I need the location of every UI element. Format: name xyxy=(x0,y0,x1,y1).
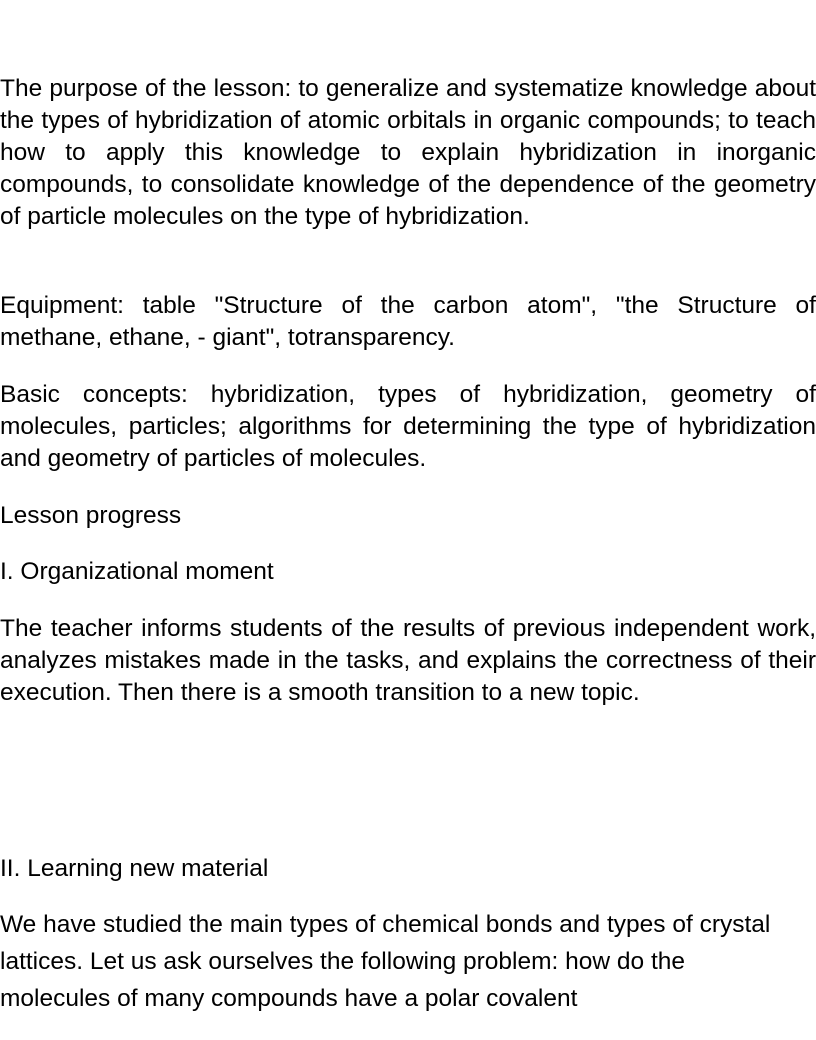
section-2-paragraph: We have studied the main types of chemical bonds and types of crystal lattices. Let us ask ourselves the following problem: how do the molecules of many compounds have a polar covalent xyxy=(0,911,771,1012)
section-2-heading: II. Learning new material xyxy=(0,855,269,882)
section-1-paragraph: The teacher informs students of the results of previous independent work, analyzes mistakes made in the tasks, and explains the correctness of their execution. Then there is a smooth transition to a new topic. xyxy=(0,615,816,706)
lesson-progress-heading: Lesson progress xyxy=(0,502,182,529)
lesson-purpose-paragraph: The purpose of the lesson: to generalize and systematize knowledge about the types of hybridization of atomic orbitals in organic compounds; to teach how to apply this knowledge to explain hybridization in inorganic compounds, to consolidate knowledge of the dependence of the geometry of particle molecules on the type of hybridization. xyxy=(0,75,816,230)
section-1-heading: I. Organizational moment xyxy=(0,558,274,585)
basic-concepts-paragraph: Basic concepts: hybridization, types of hybridization, geometry of molecules, particles; algorithms for determining the type of hybridization and geometry of particles of molecules. xyxy=(0,381,816,472)
equipment-paragraph: Equipment: table "Structure of the carbon atom", "the Structure of methane, ethane, - giant", totransparency. xyxy=(0,292,816,351)
